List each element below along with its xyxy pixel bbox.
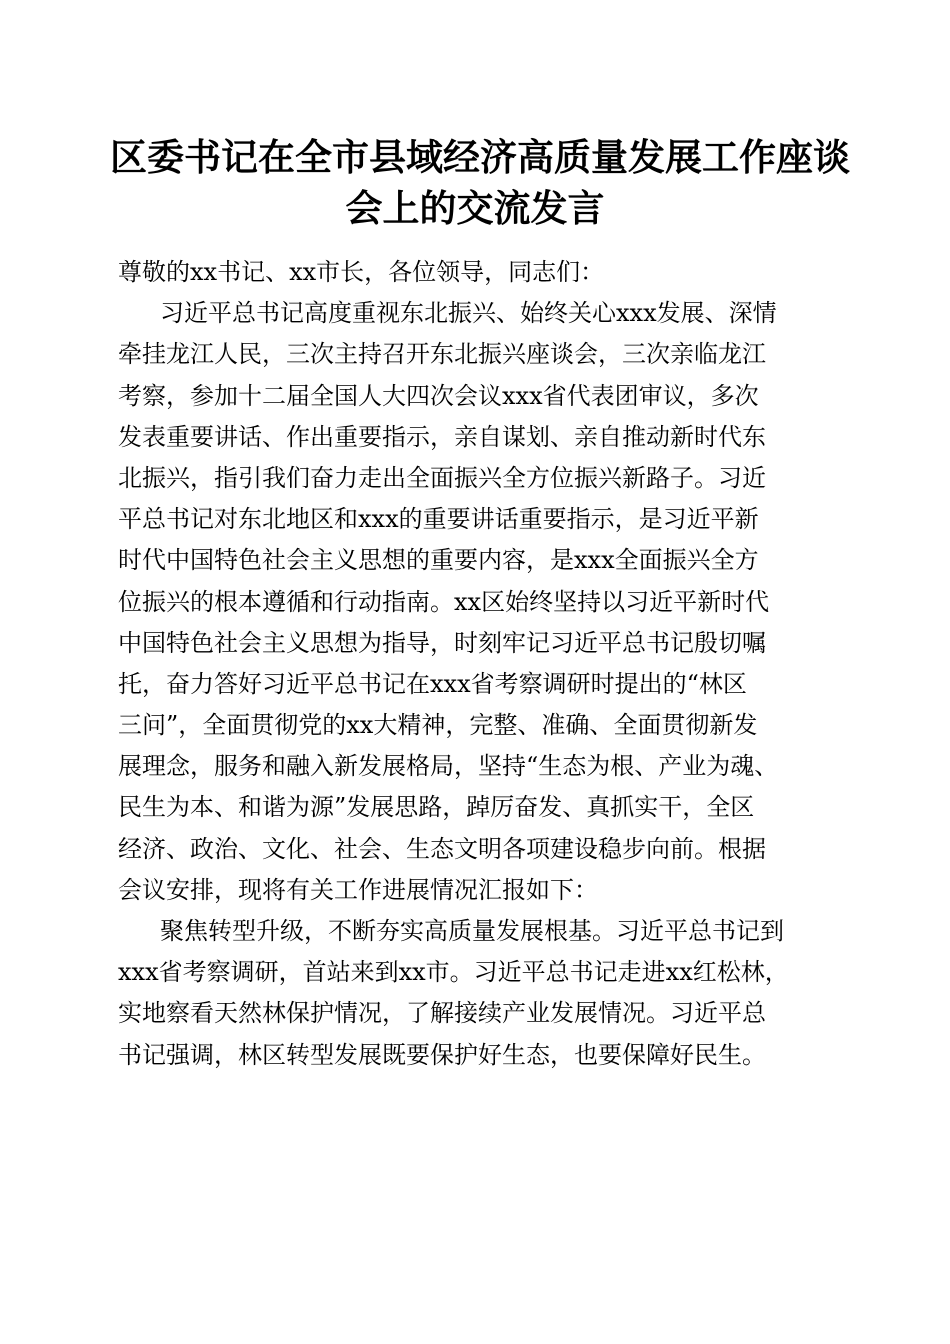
paragraph-line: 聚焦转型升级，不断夯实高质量发展根基。习近平总书记到 xyxy=(160,917,784,945)
paragraph-line: 习近平总书记高度重视东北振兴、始终关心xxx发展、深情 xyxy=(160,299,777,328)
document-title xyxy=(110,132,850,234)
paragraph-line: 北振兴，指引我们奋力走出全面振兴全方位振兴新路子。习近 xyxy=(118,463,766,492)
paragraph-line: 实地察看天然林保护情况，了解接续产业发展情况。习近平总 xyxy=(118,999,766,1028)
paragraph-line: 平总书记对东北地区和xxx的重要讲话重要指示，是习近平新 xyxy=(118,505,759,534)
title-line-2: 会上的交流发言 xyxy=(345,186,605,230)
document-body xyxy=(118,252,838,1076)
paragraph-line: 位振兴的根本遵循和行动指南。xx区始终坚持以习近平新时代 xyxy=(118,587,770,616)
paragraph-line: 民生为本、和谐为源”发展思路，踔厉奋发、真抓实干，全区 xyxy=(118,793,755,822)
paragraph-line: xxx省考察调研，首站来到xx市。习近平总书记走进xx红松林， xyxy=(118,958,789,987)
paragraph-line: 牵挂龙江人民，三次主持召开东北振兴座谈会，三次亲临龙江 xyxy=(118,340,766,369)
paragraph-line: 托，奋力答好习近平总书记在xxx省考察调研时提出的“林区 xyxy=(118,669,747,698)
paragraph-line: 中国特色社会主义思想为指导，时刻牢记习近平总书记殷切嘱 xyxy=(118,628,766,657)
paragraph-2 xyxy=(118,911,838,1076)
title-line-1: 区委书记在全市县域经济高质量发展工作座谈 xyxy=(110,135,850,179)
paragraph-line: 三问”，全面贯彻党的xx大精神，完整、准确、全面贯彻新发 xyxy=(118,711,758,740)
paragraph-line: 发表重要讲话、作出重要指示，亲自谋划、亲自推动新时代东 xyxy=(118,422,766,451)
paragraph-1 xyxy=(118,293,838,911)
paragraph-line: 书记强调，林区转型发展既要保护好生态，也要保障好民生。 xyxy=(118,1040,766,1069)
paragraph-line: 经济、政治、文化、社会、生态文明各项建设稳步向前。根据 xyxy=(118,834,766,863)
paragraph-line: 考察，参加十二届全国人大四次会议xxx省代表团审议，多次 xyxy=(118,381,759,410)
paragraph-line: 时代中国特色社会主义思想的重要内容，是xxx全面振兴全方 xyxy=(118,546,759,575)
paragraph-line: 展理念，服务和融入新发展格局，坚持“生态为根、产业为魂、 xyxy=(118,752,779,781)
paragraph-line: 会议安排，现将有关工作进展情况汇报如下： xyxy=(118,875,598,904)
salutation: 尊敬的xx书记、xx市长，各位领导，同志们： xyxy=(118,258,605,286)
